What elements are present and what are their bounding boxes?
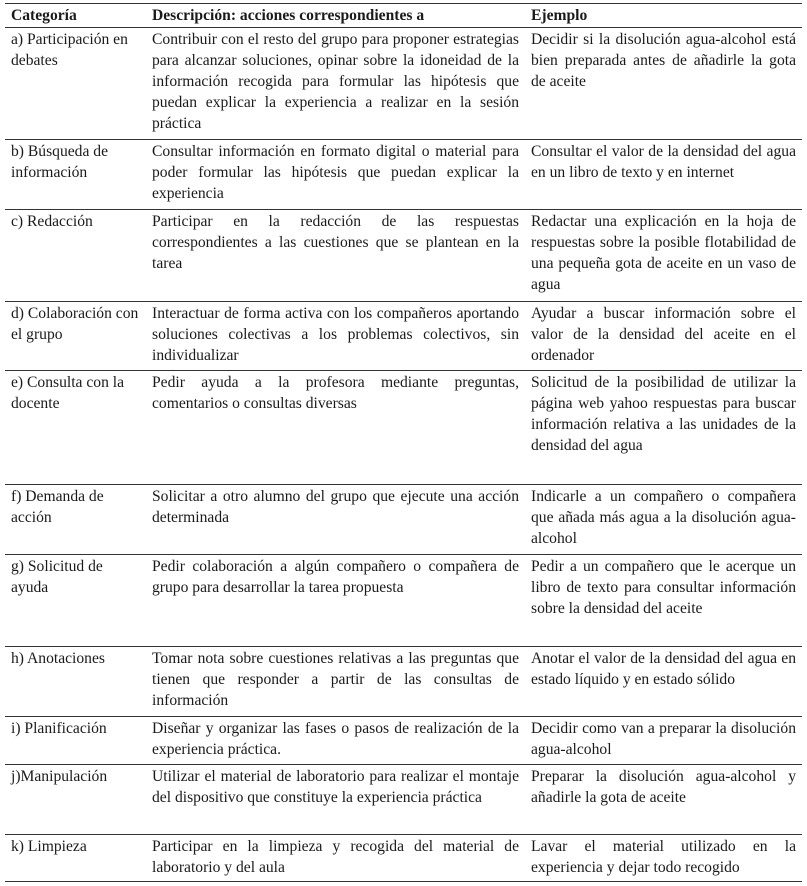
cell-categoria: g) Solicitud de ayuda [5, 555, 146, 647]
table-row [5, 765, 802, 835]
cell-descripcion: Solicitar a otro alumno del grupo que ejecute una acción determinada [146, 485, 525, 555]
cell-ejemplo: Solicitud de la posibilidad de utilizar la página web yahoo respuestas para buscar información relativa a las unidades de la densidad del agua [525, 371, 802, 485]
cell-categoria: j)Manipulación [5, 765, 146, 835]
table-row [5, 210, 802, 302]
cell-ejemplo: Lavar el material utilizado en la experiencia y dejar todo recogido [525, 835, 802, 882]
cell-descripcion: Utilizar el material de laboratorio para realizar el montaje del dispositivo que constituye la experiencia práctica [146, 765, 525, 835]
cell-ejemplo: Decidir si la disolución agua-alcohol está bien preparada antes de añadirle la gota de aceite [525, 28, 802, 140]
cell-descripcion: Consultar información en formato digital o material para poder formular las hipótesis que puedan explicar la experiencia [146, 140, 525, 210]
cell-ejemplo: Consultar el valor de la densidad del agua en un libro de texto y en internet [525, 140, 802, 210]
header-descripcion: Descripción: acciones correspondientes a [146, 4, 525, 28]
table-row [5, 302, 802, 371]
cell-ejemplo: Indicarle a un compañero o compañera que añada más agua a la disolución agua-alcohol [525, 485, 802, 555]
cell-descripcion: Interactuar de forma activa con los compañeros aportando soluciones colectivas a los problemas colectivos, sin individualizar [146, 302, 525, 371]
cell-ejemplo: Redactar una explicación en la hoja de respuestas sobre la posible flotabilidad de una pequeña gota de aceite en un vaso de agua [525, 210, 802, 302]
cell-ejemplo: Anotar el valor de la densidad del agua en estado líquido y en estado sólido [525, 647, 802, 717]
cell-descripcion: Participar en la limpieza y recogida del material de laboratorio y del aula [146, 835, 525, 882]
cell-descripcion: Pedir colaboración a algún compañero o compañera de grupo para desarrollar la tarea propuesta [146, 555, 525, 647]
cell-ejemplo: Preparar la disolución agua-alcohol y añadirle la gota de aceite [525, 765, 802, 835]
cell-descripcion: Contribuir con el resto del grupo para proponer estrategias para alcanzar soluciones, opinar sobre la idoneidad de la información recogida para formular las hipótesis que puedan explicar la experiencia a realizar en la sesión práctica [146, 28, 525, 140]
cell-categoria: b) Búsqueda de información [5, 140, 146, 210]
cell-categoria: d) Colaboración con el grupo [5, 302, 146, 371]
table-row [5, 485, 802, 555]
table-row [5, 647, 802, 717]
header-ejemplo: Ejemplo [525, 4, 802, 28]
table-row [5, 28, 802, 140]
cell-categoria: c) Redacción [5, 210, 146, 302]
cell-categoria: h) Anotaciones [5, 647, 146, 717]
table-body [5, 28, 802, 882]
cell-descripcion: Diseñar y organizar las fases o pasos de realización de la experiencia práctica. [146, 717, 525, 765]
cell-descripcion: Tomar nota sobre cuestiones relativas a las preguntas que tienen que responder a partir de las consultas de información [146, 647, 525, 717]
cell-descripcion: Pedir ayuda a la profesora mediante preguntas, comentarios o consultas diversas [146, 371, 525, 485]
cell-ejemplo: Decidir como van a preparar la disolución agua-alcohol [525, 717, 802, 765]
cell-categoria: a) Participación en debates [5, 28, 146, 140]
header-categoria: Categoría [5, 4, 146, 28]
table-row [5, 371, 802, 485]
cell-ejemplo: Pedir a un compañero que le acerque un libro de texto para consultar información sobre la densidad del aceite [525, 555, 802, 647]
cell-categoria: e) Consulta con la docente [5, 371, 146, 485]
table-row [5, 835, 802, 882]
table-row [5, 140, 802, 210]
categories-table [5, 3, 802, 882]
table-row [5, 555, 802, 647]
table-row [5, 717, 802, 765]
cell-descripcion: Participar en la redacción de las respuestas correspondientes a las cuestiones que se plantean en la tarea [146, 210, 525, 302]
cell-categoria: k) Limpieza [5, 835, 146, 882]
cell-ejemplo: Ayudar a buscar información sobre el valor de la densidad del aceite en el ordenador [525, 302, 802, 371]
header-row [5, 4, 802, 28]
cell-categoria: f) Demanda de acción [5, 485, 146, 555]
cell-categoria: i) Planificación [5, 717, 146, 765]
